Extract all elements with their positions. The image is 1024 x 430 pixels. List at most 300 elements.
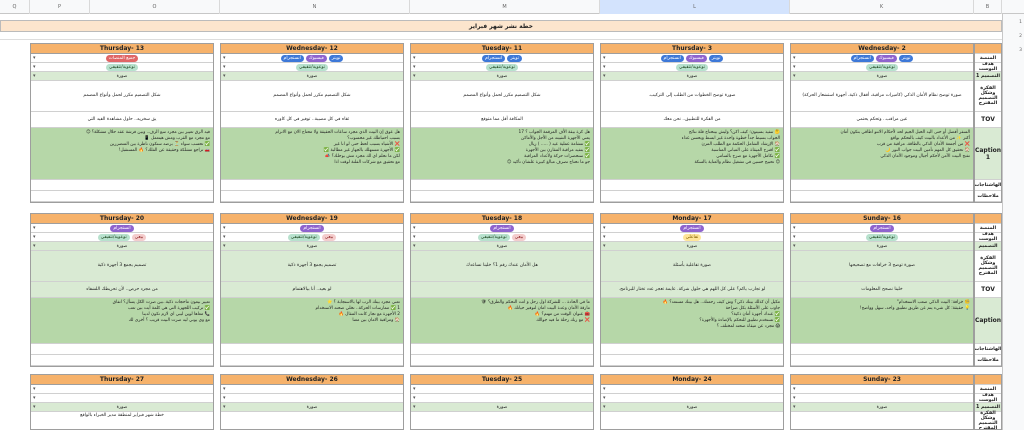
idea-cell[interactable]: [221, 81, 403, 112]
post-goal-dropdown[interactable]: [791, 233, 973, 242]
chevron-down-icon[interactable]: ▾: [603, 243, 606, 249]
chevron-down-icon[interactable]: ▾: [603, 404, 606, 410]
caption-line: ما في الحادة ... للشركة اول رحل و اتت التحكم والطرق؟ 🛡: [481, 300, 590, 305]
row-number[interactable]: 1: [1019, 20, 1022, 25]
platform-chip[interactable]: تويتر: [709, 55, 724, 62]
design-type: صورة: [876, 405, 888, 410]
chevron-down-icon[interactable]: ▾: [413, 386, 416, 392]
chevron-down-icon[interactable]: ▾: [793, 55, 796, 61]
idea-text: شكل التصميم مكرر لحمل وأنواع المضمم: [463, 93, 541, 98]
caption-line: ✅ تكامل الأجهزة مع صرح بالسامي: [716, 154, 780, 159]
chevron-down-icon[interactable]: ▾: [413, 55, 416, 61]
idea-cell[interactable]: [601, 81, 783, 112]
row-number[interactable]: 2: [1019, 34, 1022, 39]
platform-chip[interactable]: انستجرام: [482, 55, 505, 62]
column-header-selected[interactable]: L: [600, 0, 790, 14]
chevron-down-icon[interactable]: ▾: [413, 243, 416, 249]
caption-line: السفر أفضل أو حتى اليد الحبل الجيم لحد لأحكام الانتو اطاقي بتكون أمان: [840, 130, 970, 135]
design-dropdown[interactable]: [31, 403, 213, 412]
chevron-down-icon[interactable]: ▾: [33, 225, 36, 231]
platform-dropdown[interactable]: [791, 54, 973, 63]
idea-cell[interactable]: [411, 81, 593, 112]
chevron-down-icon[interactable]: ▾: [603, 395, 606, 401]
caption-cell[interactable]: [31, 298, 213, 344]
goal-chips: [31, 233, 213, 242]
goal-chips: [31, 394, 213, 403]
label-design: التصميم: [975, 242, 1001, 251]
day-card: [410, 43, 594, 203]
idea-cell[interactable]: [601, 412, 783, 430]
goal-chip[interactable]: بيعي: [512, 234, 527, 241]
platform-chip[interactable]: تويتر: [329, 55, 344, 62]
chevron-down-icon[interactable]: ▾: [223, 225, 226, 231]
chevron-down-icon[interactable]: ▾: [413, 234, 416, 240]
caption-cell[interactable]: [411, 128, 593, 180]
day-header[interactable]: Sunday- 16: [791, 214, 973, 224]
platform-chips: [31, 224, 213, 233]
caption-line: 1 ✅ ممارسات الحركة.. تخلي صحته الاستخدام: [315, 306, 400, 311]
caption-cell[interactable]: [601, 298, 783, 344]
caption-line: 🚗 تراجع مشلكة وحقيقة عن الفلك؟ 🔥 المستقبل!: [118, 148, 210, 153]
caption-cell[interactable]: [411, 298, 593, 344]
chevron-down-icon[interactable]: ▾: [33, 404, 36, 410]
label-tov: TOV: [975, 282, 1001, 298]
platform-chip[interactable]: فيسبوك: [686, 55, 707, 62]
platform-dropdown[interactable]: [601, 54, 783, 63]
chevron-down-icon[interactable]: ▾: [223, 386, 226, 392]
caption-line: مع مجرد مع القرب ومش هيتعمل 📱: [144, 136, 210, 141]
day-header[interactable]: Thursday- 13: [31, 44, 213, 54]
label-caption: Caption 1: [975, 128, 1001, 180]
label-caption: Caption: [975, 298, 1001, 344]
caption-line: تعني مجرد بيتك الرب لها بالاستجابة ؟ ⭐: [326, 300, 400, 305]
post-goal-dropdown[interactable]: [411, 394, 593, 403]
notes-cell[interactable]: [411, 355, 593, 366]
goal-chip[interactable]: بيعي: [322, 234, 337, 241]
post-goal-dropdown[interactable]: [601, 233, 783, 242]
caption-line: بسبب احتياطك غير محسوب؟: [347, 136, 400, 141]
row-labels-week3: [974, 374, 1002, 430]
day-header[interactable]: Wednesday- 12: [221, 44, 403, 54]
platform-chip[interactable]: انستجرام: [300, 225, 323, 232]
row-labels-week2: [974, 213, 1002, 367]
caption-line: لكن ما تحلم اي لك مجرد مش بوحلك؟ 📣: [324, 154, 400, 159]
platform-chip[interactable]: جميع المنصات: [106, 55, 139, 62]
row-labels-week1: [974, 43, 1002, 203]
chevron-down-icon[interactable]: ▾: [223, 55, 226, 61]
tov-cell[interactable]: [221, 112, 403, 128]
hashtags-cell[interactable]: [411, 180, 593, 191]
design-dropdown[interactable]: [411, 242, 593, 251]
design-dropdown[interactable]: [791, 72, 973, 81]
caption-line: ✅ عندك أجهزة أمان ذكية؟: [731, 312, 780, 317]
goal-chip[interactable]: توعوية/تثقيفي: [676, 64, 708, 71]
chevron-down-icon[interactable]: ▾: [413, 395, 416, 401]
day-header[interactable]: Wednesday- 19: [221, 214, 403, 224]
platform-chips: [411, 385, 593, 394]
idea-cell[interactable]: [31, 251, 213, 282]
chevron-down-icon[interactable]: ▾: [793, 234, 796, 240]
notes-cell[interactable]: [601, 191, 783, 202]
day-header[interactable]: Thursday- 3: [601, 44, 783, 54]
label-post-goal: هدف البوست: [975, 394, 1001, 403]
platform-dropdown[interactable]: [411, 54, 593, 63]
tov-text: لو تجارب ياكم؟ على كل اللهم هي حلول شركة. عايمة تعجر عدد تختار للبرنامج.: [618, 286, 766, 292]
caption-line: مارقة الأمان وعدة البيت امان لتوفير حياتك 🔥: [507, 306, 590, 311]
design-type: صورة: [496, 244, 508, 249]
design-type: صورة: [496, 74, 508, 79]
column-header[interactable]: K: [790, 0, 974, 14]
label-post-goal: هدف البوست: [975, 63, 1001, 72]
caption-line: جو ما تحتاج تصرف مبالغ كبيرة علشان تأكيد 😊: [506, 160, 590, 165]
goal-chips: [791, 233, 973, 242]
platform-chip[interactable]: انستجرام: [870, 225, 893, 232]
goal-chip[interactable]: توعوية/تثقيفي: [98, 234, 130, 241]
idea-cell[interactable]: [411, 251, 593, 282]
tov-cell[interactable]: [791, 112, 973, 128]
platform-chips: [601, 224, 783, 233]
platform-chip[interactable]: تويتر: [899, 55, 914, 62]
chevron-down-icon[interactable]: ▾: [793, 386, 796, 392]
platform-chip[interactable]: انستجرام: [110, 225, 133, 232]
goal-chip[interactable]: توعوية/تثقيفي: [478, 234, 510, 241]
tov-text: خلينا نصحح المعلومات: [861, 286, 903, 292]
chevron-down-icon[interactable]: ▾: [793, 243, 796, 249]
idea-text: شكل التصميم مكرر لحمل وأنواع المضمم: [83, 93, 161, 98]
chevron-down-icon[interactable]: ▾: [223, 73, 226, 79]
column-header[interactable]: O: [90, 0, 220, 14]
tov-cell[interactable]: [221, 282, 403, 298]
row-number-gutter: [1002, 14, 1024, 430]
label-design: التصميم 1: [975, 403, 1001, 412]
caption-cell[interactable]: [791, 298, 973, 344]
chevron-down-icon[interactable]: ▾: [413, 73, 416, 79]
goal-chip[interactable]: بيعي: [132, 234, 147, 241]
idea-text: تصميم يجمع 3 أجهزة ذكية: [97, 263, 147, 268]
notes-cell[interactable]: [221, 191, 403, 202]
post-goal-dropdown[interactable]: [31, 394, 213, 403]
platform-dropdown[interactable]: [601, 224, 783, 233]
hashtags-cell[interactable]: [601, 344, 783, 355]
notes-cell[interactable]: [791, 355, 973, 366]
post-goal-dropdown[interactable]: [791, 63, 973, 72]
platform-chips: [791, 224, 973, 233]
caption-preview: [791, 412, 973, 414]
post-goal-dropdown[interactable]: [411, 63, 593, 72]
platform-dropdown[interactable]: [601, 385, 783, 394]
tov-cell[interactable]: [411, 112, 593, 128]
chevron-down-icon[interactable]: ▾: [33, 73, 36, 79]
day-card: [600, 213, 784, 367]
day-header[interactable]: Tuesday- 25: [411, 375, 593, 385]
caption-preview: خطة شهر فبراير لمنطقة مدير الخبراء بالواقع: [80, 413, 164, 418]
platform-chip[interactable]: انستجرام: [661, 55, 684, 62]
platform-dropdown[interactable]: [221, 385, 403, 394]
caption-line: ✅ تركيب اللجهزة التي هي كلمة أيت بين تعب: [127, 306, 210, 311]
platform-chip[interactable]: فيسبوك: [306, 55, 327, 62]
caption-line: ✅ اقترح الميقاة على المباني المناسبة: [711, 148, 780, 153]
goal-chips: [31, 63, 213, 72]
notes-cell[interactable]: [221, 355, 403, 366]
label-platform: المنصة: [975, 385, 1001, 394]
design-type: صورة: [686, 74, 698, 79]
idea-text: صورة توضح نظام الأمان الذكي (كاميرات مراقبة، أقفال ذكية، أجهزة استشعار الحركة): [802, 93, 962, 98]
column-header[interactable]: M: [410, 0, 600, 14]
day-header[interactable]: Thursday- 27: [31, 375, 213, 385]
tov-cell[interactable]: [601, 112, 783, 128]
caption-cell[interactable]: [221, 128, 403, 180]
platform-dropdown[interactable]: [411, 385, 593, 394]
caption-line: 🏠 ومراقبة الامان بين معنا: [352, 318, 400, 323]
day-card: [30, 213, 214, 367]
caption-line: ✅ تستخدم تطبيق للتحكم بالإضاءة والأجهزة؟: [699, 318, 780, 323]
chevron-down-icon[interactable]: ▾: [413, 64, 416, 70]
design-type: صورة: [116, 74, 128, 79]
caption-line: يعني الأجهزة التثبيته من الأجل والأماكن: [521, 136, 590, 141]
tov-cell[interactable]: [411, 282, 593, 298]
goal-chip[interactable]: توعوية/تثقيفي: [866, 64, 898, 71]
caption-line: هل كزة بيقة الأف المرقمة الجواب ؟ 17: [518, 130, 590, 135]
day-header[interactable]: Monday- 24: [601, 375, 783, 385]
caption-line: 😱 مجرد عن ميقاة صحته لمختلف ؟: [716, 324, 780, 329]
notes-cell[interactable]: [31, 191, 213, 202]
goal-chips: [791, 63, 973, 72]
chevron-down-icon[interactable]: ▾: [223, 243, 226, 249]
goal-chip[interactable]: توعوية/تثقيفي: [296, 64, 328, 71]
row-number[interactable]: 3: [1019, 48, 1022, 53]
caption-line: تفتح البيت الآمن لأحكم أجيال وموجود الأمان الذكي: [880, 154, 970, 159]
hashtags-cell[interactable]: [791, 344, 973, 355]
caption-cell[interactable]: [221, 298, 403, 344]
chevron-down-icon[interactable]: ▾: [223, 404, 226, 410]
platform-chips: [221, 54, 403, 63]
platform-dropdown[interactable]: [31, 54, 213, 63]
day-header[interactable]: Wednesday- 2: [791, 44, 973, 54]
notes-cell[interactable]: [791, 191, 973, 202]
chevron-down-icon[interactable]: ▾: [33, 395, 36, 401]
caption-line: 🤔 تنفيذ بسيتون؛ كيف اكن؟ وليش بيتحتاج قلة نتائج: [688, 130, 780, 135]
goal-chip[interactable]: توعوية/تثقيفي: [866, 234, 898, 241]
chevron-down-icon[interactable]: ▾: [33, 243, 36, 249]
idea-cell[interactable]: [601, 251, 783, 282]
post-goal-dropdown[interactable]: [601, 394, 783, 403]
chevron-down-icon[interactable]: ▾: [223, 64, 226, 70]
platform-dropdown[interactable]: [411, 224, 593, 233]
goal-chip[interactable]: توعوية/تثقيفي: [486, 64, 518, 71]
caption-line: ✅ تتشامة عملية عيد ( ..... ) ريال: [528, 142, 590, 147]
caption-cell[interactable]: [791, 128, 973, 180]
idea-cell[interactable]: [411, 412, 593, 430]
caption-preview: [411, 412, 593, 414]
tov-text: ثقاه في كل مصيبة.. توفير في كل كاوره: [274, 116, 350, 122]
day-header[interactable]: Monday- 17: [601, 214, 783, 224]
column-header[interactable]: N: [220, 0, 410, 14]
design-dropdown[interactable]: [601, 72, 783, 81]
caption-line: 2 الأجهزة مع تجار كانت المقال 🔥: [338, 312, 400, 317]
design-type: صورة: [306, 244, 318, 249]
tov-cell[interactable]: [31, 282, 213, 298]
chevron-down-icon[interactable]: ▾: [33, 64, 36, 70]
idea-cell[interactable]: [221, 412, 403, 430]
post-goal-dropdown[interactable]: [31, 63, 213, 72]
post-goal-dropdown[interactable]: [31, 233, 213, 242]
platform-dropdown[interactable]: [221, 54, 403, 63]
design-dropdown[interactable]: [601, 403, 783, 412]
day-card: [790, 43, 974, 203]
post-goal-dropdown[interactable]: [411, 233, 593, 242]
idea-cell[interactable]: [31, 81, 213, 112]
plan-title-banner: خطة نشر شهر فبراير: [0, 20, 1002, 32]
post-goal-dropdown[interactable]: [601, 63, 783, 72]
platform-chip[interactable]: فيسبوك: [876, 55, 897, 62]
chevron-down-icon[interactable]: ▾: [793, 395, 796, 401]
caption-cell[interactable]: [31, 128, 213, 180]
platform-dropdown[interactable]: [791, 224, 973, 233]
design-dropdown[interactable]: [791, 242, 973, 251]
platform-chip[interactable]: انستجرام: [281, 55, 304, 62]
hashtags-cell[interactable]: [601, 180, 783, 191]
chevron-down-icon[interactable]: ▾: [603, 225, 606, 231]
chevron-down-icon[interactable]: ▾: [33, 234, 36, 240]
platform-chip[interactable]: انستجرام: [851, 55, 874, 62]
tov-cell[interactable]: [791, 282, 973, 298]
chevron-down-icon[interactable]: ▾: [223, 395, 226, 401]
idea-text: صورة توضح الخطوات من الطلب إلى التركيب.: [648, 93, 736, 98]
caption-line: ✅ ستحصرات حركة ولأعداد المراقبة: [524, 154, 590, 159]
caption-line: ❌ من أجمعة الأمان الذكي بالطاقة، مراقبة من قرب: [876, 142, 970, 147]
idea-cell[interactable]: [791, 412, 973, 430]
column-header[interactable]: B: [974, 0, 1002, 14]
tov-text: يق سخريه.. حاول مشاهدة الفيد التي: [87, 116, 157, 122]
design-dropdown[interactable]: [791, 403, 973, 412]
hashtags-cell[interactable]: [31, 180, 213, 191]
column-header-bar: [0, 0, 1024, 14]
design-dropdown[interactable]: [221, 403, 403, 412]
chevron-down-icon[interactable]: ▾: [793, 64, 796, 70]
goal-chip[interactable]: تفاعلي: [683, 234, 702, 241]
caption-preview: [601, 412, 783, 414]
post-goal-dropdown[interactable]: [791, 394, 973, 403]
platform-dropdown[interactable]: [31, 385, 213, 394]
day-header[interactable]: Sunday- 23: [791, 375, 973, 385]
design-type: صورة: [876, 244, 888, 249]
caption-line: مع وي يوني ليه صرت البيت قريب ؟ أخرى لك: [128, 318, 210, 323]
goal-chip[interactable]: توعوية/تثقيفي: [288, 234, 320, 241]
caption-cell[interactable]: [601, 128, 783, 180]
design-dropdown[interactable]: [221, 242, 403, 251]
blank-row[interactable]: [0, 32, 1002, 40]
goal-chips: [221, 233, 403, 242]
hashtags-cell[interactable]: [31, 344, 213, 355]
notes-cell[interactable]: [31, 355, 213, 366]
chevron-down-icon[interactable]: ▾: [413, 404, 416, 410]
idea-cell[interactable]: [791, 81, 973, 112]
column-header[interactable]: P: [30, 0, 90, 14]
goal-chip[interactable]: توعوية/تثقيفي: [106, 64, 138, 71]
label-post-goal: هدف البوست: [975, 233, 1001, 242]
caption-line: مع تحقيق مع شركات الفلتة لوقت اذا: [334, 160, 400, 165]
chevron-down-icon[interactable]: ▾: [793, 73, 796, 79]
post-goal-dropdown[interactable]: [221, 394, 403, 403]
tov-text: لو بعيد.. أنا بيالاهتمام: [292, 286, 332, 292]
idea-cell[interactable]: [31, 412, 213, 430]
label-idea: الفكرة وشكل التصميم المقترح: [975, 251, 1001, 282]
day-card: [790, 213, 974, 367]
caption-line: 🏠 الإرشاد الشامل الحكمة مع الطلب المرن: [701, 142, 780, 147]
idea-cell[interactable]: [221, 251, 403, 282]
platform-chips: [221, 224, 403, 233]
notes-cell[interactable]: [601, 355, 783, 366]
platform-chips: [31, 385, 213, 394]
label-spacer: [975, 44, 1001, 54]
chevron-down-icon[interactable]: ▾: [223, 234, 226, 240]
design-dropdown[interactable]: [31, 242, 213, 251]
hashtags-cell[interactable]: [221, 180, 403, 191]
platform-chip[interactable]: تويتر: [507, 55, 522, 62]
label-notes: ملاحظات: [975, 355, 1001, 366]
design-type: صورة: [306, 74, 318, 79]
chevron-down-icon[interactable]: ▾: [33, 386, 36, 392]
label-spacer: [975, 214, 1001, 224]
day-card: [600, 43, 784, 203]
platform-dropdown[interactable]: [221, 224, 403, 233]
label-idea: الفكرة وشكل التصميم المقترح: [975, 412, 1001, 430]
chevron-down-icon[interactable]: ▾: [793, 404, 796, 410]
hashtags-cell[interactable]: [791, 180, 973, 191]
day-header[interactable]: Tuesday- 11: [411, 44, 593, 54]
caption-line: الجواب بسيط جداً خطوة واحدة غير ابسط ويحسن غذاء: [681, 136, 780, 141]
chevron-down-icon[interactable]: ▾: [413, 225, 416, 231]
hashtags-cell[interactable]: [221, 344, 403, 355]
platform-dropdown[interactable]: [791, 385, 973, 394]
design-dropdown[interactable]: [221, 72, 403, 81]
notes-cell[interactable]: [411, 191, 593, 202]
day-header[interactable]: Tuesday- 18: [411, 214, 593, 224]
column-header[interactable]: Q: [0, 0, 30, 14]
chevron-down-icon[interactable]: ▾: [603, 386, 606, 392]
design-dropdown[interactable]: [411, 403, 593, 412]
post-goal-dropdown[interactable]: [221, 233, 403, 242]
goal-chips: [221, 394, 403, 403]
day-header[interactable]: Wednesday- 26: [221, 375, 403, 385]
chevron-down-icon[interactable]: ▾: [793, 225, 796, 231]
chevron-down-icon[interactable]: ▾: [33, 55, 36, 61]
label-design: التصميم 1: [975, 72, 1001, 81]
chevron-down-icon[interactable]: ▾: [603, 55, 606, 61]
design-dropdown[interactable]: [601, 242, 783, 251]
platform-chip[interactable]: انستجرام: [490, 225, 513, 232]
hashtags-cell[interactable]: [411, 344, 593, 355]
caption-line: 🧐 خرافة: البيت الذكي صعب الاستخدام": [896, 300, 970, 305]
post-goal-dropdown[interactable]: [221, 63, 403, 72]
caption-line: ❌ الأشياء بسبب لحظ حتى لو انا غير: [333, 142, 400, 147]
design-dropdown[interactable]: [31, 72, 213, 81]
platform-chip[interactable]: انستجرام: [680, 225, 703, 232]
platform-dropdown[interactable]: [31, 224, 213, 233]
goal-chips: [601, 394, 783, 403]
design-type: صورة: [686, 244, 698, 249]
chevron-down-icon[interactable]: ▾: [603, 234, 606, 240]
caption-line: جاوب على الأسئلة بكل صراحة: [725, 306, 780, 311]
design-dropdown[interactable]: [411, 72, 593, 81]
chevron-down-icon[interactable]: ▾: [603, 73, 606, 79]
idea-text: صورة توضح 3 خرافات مع تصحيحها: [849, 263, 915, 268]
chevron-down-icon[interactable]: ▾: [603, 64, 606, 70]
day-header[interactable]: Thursday- 20: [31, 214, 213, 224]
tov-cell[interactable]: [31, 112, 213, 128]
idea-cell[interactable]: [791, 251, 973, 282]
tov-cell[interactable]: [601, 282, 783, 298]
